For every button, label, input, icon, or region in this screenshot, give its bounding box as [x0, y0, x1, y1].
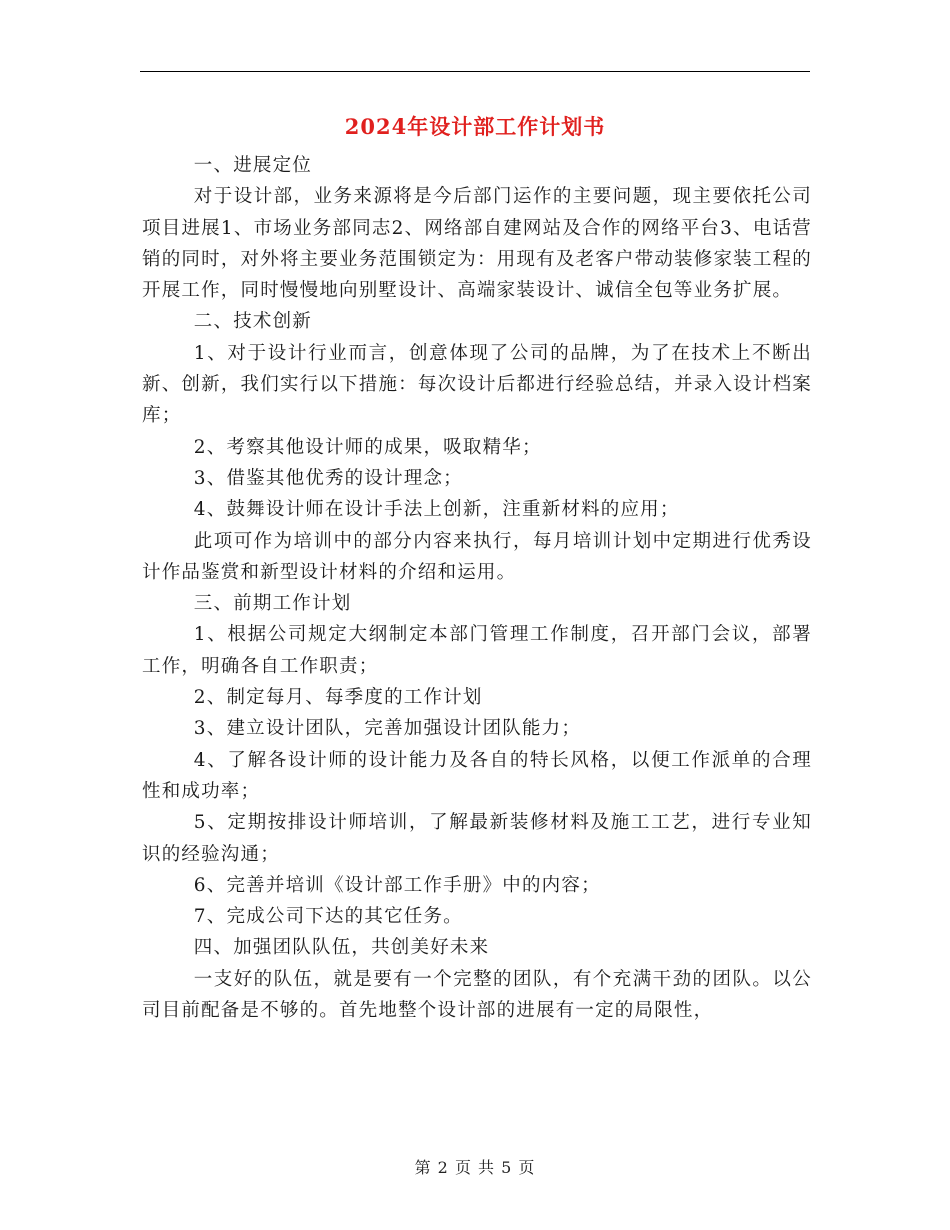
- header-rule: [140, 71, 810, 72]
- document-title: 2024年设计部工作计划书: [344, 114, 606, 139]
- paragraph: 对于设计部，业务来源将是今后部门运作的主要问题，现主要依托公司项目进展1、市场业务部同志2、网络部自建网站及合作的网络平台3、电话营销的同时，对外将主要业务范围锁定为：用现有及老客户带动装修家装工程的开展工作，同时慢慢地向别墅设计、高端家装设计、诚信全包等业务扩展。: [142, 186, 812, 302]
- list-item: 1、根据公司规定大纲制定本部门管理工作制度，召开部门会议，部署工作，明确各自工作职责；: [142, 624, 812, 677]
- list-item: 5、定期按排设计师培训，了解最新装修材料及施工工艺，进行专业知识的经验沟通；: [142, 812, 812, 865]
- list-item: 1、对于设计行业而言，创意体现了公司的品牌，为了在技术上不断出新、创新，我们实行以下措施：每次设计后都进行经验总结，并录入设计档案库；: [142, 342, 812, 427]
- document-body: [142, 150, 812, 1026]
- list-item: 6、完善并培训《设计部工作手册》中的内容；: [193, 874, 601, 896]
- section-heading-3: 三、前期工作计划: [193, 593, 352, 615]
- list-item: 2、制定每月、每季度的工作计划: [193, 687, 483, 709]
- section-heading-4: 四、加强团队队伍，共创美好未来: [193, 937, 490, 959]
- paragraph: 此项可作为培训中的部分内容来执行，每月培训计划中定期进行优秀设计作品鉴赏和新型设计材料的介绍和运用。: [142, 530, 812, 583]
- page-number-footer: 第 2 页 共 5 页: [414, 1158, 536, 1177]
- list-item: 3、借鉴其他优秀的设计理念；: [193, 467, 463, 489]
- list-item: 4、鼓舞设计师在设计手法上创新，注重新材料的应用；: [193, 499, 680, 521]
- section-heading-2: 二、技术创新: [193, 311, 312, 333]
- paragraph: 一支好的队伍，就是要有一个完整的团队，有个充满干劲的团队。以公司目前配备是不够的。首先地整个设计部的进展有一定的局限性，: [142, 968, 812, 1022]
- list-item: 4、了解各设计师的设计能力及各自的特长风格，以便工作派单的合理性和成功率；: [142, 749, 812, 802]
- list-item: 2、考察其他设计师的成果，吸取精华；: [193, 436, 542, 458]
- list-item: 7、完成公司下达的其它任务。: [193, 906, 463, 928]
- list-item: 3、建立设计团队，完善加强设计团队能力；: [193, 718, 582, 740]
- section-heading-1: 一、进展定位: [193, 155, 312, 176]
